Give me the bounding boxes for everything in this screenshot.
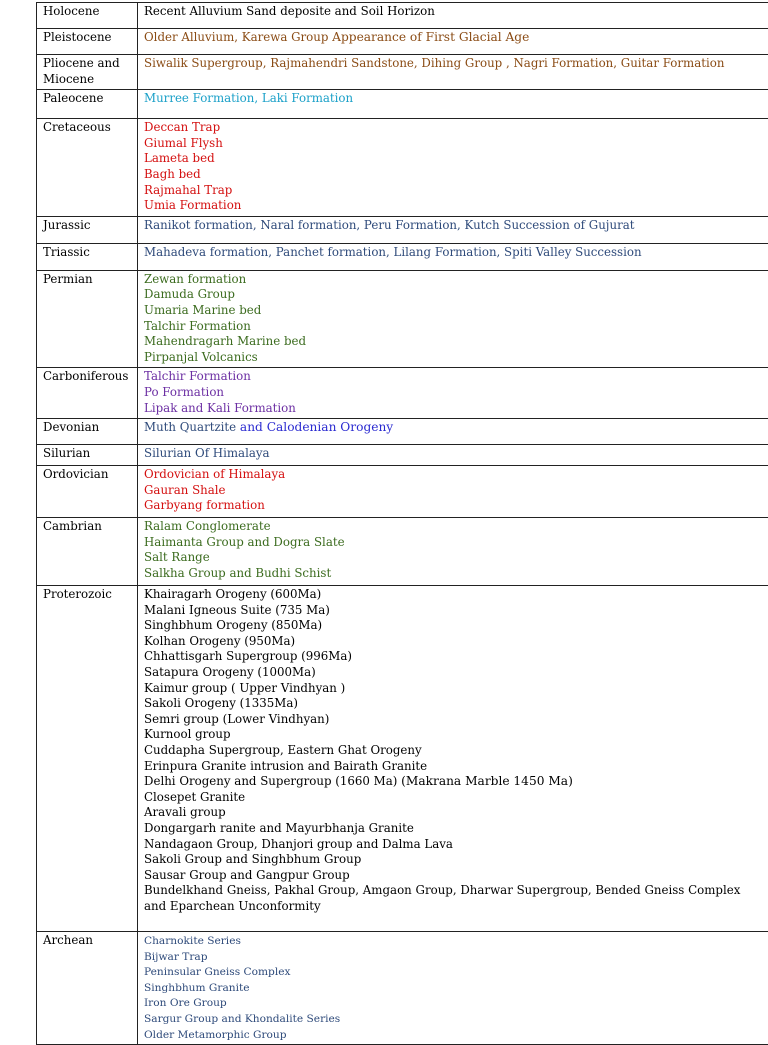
formation-line bbox=[144, 727, 765, 743]
formation-line bbox=[144, 618, 765, 634]
formation-line bbox=[144, 218, 765, 234]
formation-text: Charnokite Series bbox=[144, 935, 241, 947]
formation-line bbox=[144, 446, 765, 462]
formation-cell bbox=[138, 932, 768, 1045]
table-row bbox=[37, 419, 768, 445]
formation-cell bbox=[138, 119, 768, 217]
formation-text: Recent Alluvium Sand deposite and Soil Horizon bbox=[144, 4, 435, 18]
formation-line bbox=[144, 303, 765, 319]
formation-line bbox=[144, 587, 765, 603]
formation-line bbox=[144, 1011, 765, 1027]
formation-text: Garbyang formation bbox=[144, 498, 265, 512]
formation-line bbox=[144, 821, 765, 837]
formation-line bbox=[144, 681, 765, 697]
formation-cell bbox=[138, 586, 768, 932]
table-row bbox=[37, 243, 768, 270]
formation-line bbox=[144, 883, 765, 899]
formation-line bbox=[144, 933, 765, 949]
formation-text: Mahendragarh Marine bed bbox=[144, 334, 306, 348]
table-row bbox=[37, 90, 768, 119]
formation-text: Umia Formation bbox=[144, 198, 241, 212]
formation-line bbox=[144, 665, 765, 681]
formation-line bbox=[144, 995, 765, 1011]
formation-line bbox=[144, 198, 765, 214]
formation-line bbox=[144, 167, 765, 183]
formation-line bbox=[144, 712, 765, 728]
formation-line bbox=[144, 272, 765, 288]
formation-line bbox=[144, 151, 765, 167]
formation-text: Lameta bed bbox=[144, 151, 215, 165]
formation-cell bbox=[138, 216, 768, 243]
era-cell: Triassic bbox=[37, 243, 138, 270]
formation-text: Mahadeva formation, Panchet formation, Lilang Formation, Spiti Valley Succession bbox=[144, 245, 642, 259]
formation-line bbox=[144, 369, 765, 385]
formation-text: Salkha Group and Budhi Schist bbox=[144, 566, 331, 580]
formation-line bbox=[144, 805, 765, 821]
formation-line bbox=[144, 649, 765, 665]
formation-text: Kurnool group bbox=[144, 727, 231, 741]
formation-text: Po Formation bbox=[144, 385, 224, 399]
formation-cell bbox=[138, 518, 768, 586]
formation-text: Sargur Group and Khondalite Series bbox=[144, 1013, 340, 1025]
table-body bbox=[37, 3, 768, 1045]
formation-line bbox=[144, 980, 765, 996]
formation-text: and Eparchean Unconformity bbox=[144, 899, 321, 913]
formation-line bbox=[144, 535, 765, 551]
formation-text: Salt Range bbox=[144, 550, 210, 564]
formation-line bbox=[144, 483, 765, 499]
formation-line bbox=[144, 136, 765, 152]
formation-text: Deccan Trap bbox=[144, 120, 220, 134]
formation-line bbox=[144, 759, 765, 775]
era-cell: Ordovician bbox=[37, 466, 138, 518]
formation-text: Damuda Group bbox=[144, 287, 235, 301]
formation-line bbox=[144, 852, 765, 868]
formation-line bbox=[144, 964, 765, 980]
formation-text: Khairagarh Orogeny (600Ma) bbox=[144, 587, 321, 601]
formation-text: (Makrana Marble 1450 Ma) bbox=[401, 774, 573, 788]
formation-cell bbox=[138, 3, 768, 29]
era-cell: Paleocene bbox=[37, 90, 138, 119]
formation-text: Iron Ore Group bbox=[144, 997, 227, 1009]
formation-text: Haimanta Group and Dogra Slate bbox=[144, 535, 345, 549]
formation-text: Bagh bed bbox=[144, 167, 201, 181]
formation-line bbox=[144, 899, 765, 915]
table-row bbox=[37, 216, 768, 243]
formation-cell bbox=[138, 419, 768, 445]
era-cell: Silurian bbox=[37, 445, 138, 466]
formation-text: Silurian Of Himalaya bbox=[144, 446, 270, 460]
formation-text: Talchir Formation bbox=[144, 319, 251, 333]
table-row bbox=[37, 29, 768, 55]
era-cell: Jurassic bbox=[37, 216, 138, 243]
formation-line bbox=[144, 30, 765, 46]
table-row bbox=[37, 445, 768, 466]
formation-text: Ralam Conglomerate bbox=[144, 519, 271, 533]
formation-line bbox=[144, 774, 765, 790]
formation-text: Dongargarh ranite and Mayurbhanja Granite bbox=[144, 821, 414, 835]
formation-line bbox=[144, 420, 765, 436]
formation-text: Cuddapha Supergroup, Eastern Ghat Orogeny bbox=[144, 743, 422, 757]
era-cell: Pleistocene bbox=[37, 29, 138, 55]
formation-text: Appearance of First Glacial Age bbox=[332, 30, 529, 44]
formation-text: Sakoli Orogeny (1335Ma) bbox=[144, 696, 298, 710]
formation-text: Umaria Marine bed bbox=[144, 303, 261, 317]
formation-text: Singhbhum Orogeny (850Ma) bbox=[144, 618, 322, 632]
formation-text: Lipak and Kali Formation bbox=[144, 401, 296, 415]
formation-line bbox=[144, 334, 765, 350]
formation-text: Delhi Orogeny and Supergroup (1660 Ma) bbox=[144, 774, 401, 788]
formation-text: Sausar Group and Gangpur Group bbox=[144, 868, 350, 882]
era-cell: Cretaceous bbox=[37, 119, 138, 217]
formation-line bbox=[144, 519, 765, 535]
formation-text: Chhattisgarh Supergroup (996Ma) bbox=[144, 649, 352, 663]
formation-line bbox=[144, 467, 765, 483]
formation-cell bbox=[138, 55, 768, 90]
formation-text: Older Alluvium, Karewa Group bbox=[144, 30, 332, 44]
formation-text: Giumal Flysh bbox=[144, 136, 223, 150]
formation-cell bbox=[138, 466, 768, 518]
table-row bbox=[37, 586, 768, 932]
formation-text: Murree Formation, Laki Formation bbox=[144, 91, 353, 105]
formation-line bbox=[144, 287, 765, 303]
formation-line bbox=[144, 56, 765, 72]
formation-text: Ranikot formation, Naral formation, Peru Formation, Kutch Succession of Gujurat bbox=[144, 218, 634, 232]
era-cell: Cambrian bbox=[37, 518, 138, 586]
formation-text: Satapura Orogeny (1000Ma) bbox=[144, 665, 316, 679]
formation-text: Siwalik Supergroup, Rajmahendri Sandstone, Dihing Group , Nagri Formation, Guitar Formation bbox=[144, 56, 724, 70]
formation-cell bbox=[138, 90, 768, 119]
formation-text: Kaimur group ( Upper Vindhyan ) bbox=[144, 681, 345, 695]
formation-text: Bijwar Trap bbox=[144, 951, 208, 963]
formation-line bbox=[144, 837, 765, 853]
formation-text: Rajmahal Trap bbox=[144, 183, 232, 197]
era-cell: Carboniferous bbox=[37, 368, 138, 419]
formation-line bbox=[144, 498, 765, 514]
formation-text: Semri group (Lower Vindhyan) bbox=[144, 712, 329, 726]
formation-line bbox=[144, 634, 765, 650]
formation-line bbox=[144, 790, 765, 806]
formation-text: Nandagaon Group, Dhanjori group and Dalma Lava bbox=[144, 837, 453, 851]
formation-line bbox=[144, 319, 765, 335]
table-row bbox=[37, 270, 768, 368]
formation-text: Muth Quartzite bbox=[144, 420, 240, 434]
era-cell: Proterozoic bbox=[37, 586, 138, 932]
formation-text: Erinpura Granite intrusion and Bairath Granite bbox=[144, 759, 427, 773]
formation-line bbox=[144, 120, 765, 136]
formation-line bbox=[144, 183, 765, 199]
formation-text: Closepet Granite bbox=[144, 790, 245, 804]
formation-line bbox=[144, 550, 765, 566]
formation-line bbox=[144, 245, 765, 261]
formation-text: Older Metamorphic Group bbox=[144, 1029, 287, 1041]
formation-line bbox=[144, 401, 765, 417]
formation-line bbox=[144, 4, 765, 20]
formation-text: Singhbhum Granite bbox=[144, 982, 250, 994]
table-row bbox=[37, 932, 768, 1045]
era-cell: Archean bbox=[37, 932, 138, 1045]
formation-text: and Calodenian Orogeny bbox=[240, 420, 393, 434]
table-row bbox=[37, 368, 768, 419]
formation-text: Ordovician of Himalaya bbox=[144, 467, 285, 481]
formation-text: Pirpanjal Volcanics bbox=[144, 350, 258, 364]
table-row bbox=[37, 55, 768, 90]
formation-line bbox=[144, 385, 765, 401]
formation-cell bbox=[138, 368, 768, 419]
table-row bbox=[37, 3, 768, 29]
formation-line bbox=[144, 696, 765, 712]
formation-text: Peninsular Gneiss Complex bbox=[144, 966, 290, 978]
table-row bbox=[37, 466, 768, 518]
formation-line bbox=[144, 91, 765, 107]
era-cell: Devonian bbox=[37, 419, 138, 445]
formation-text: Bundelkhand Gneiss, Pakhal Group, Amgaon Group, Dharwar Supergroup, Bended Gneiss Complex bbox=[144, 883, 740, 897]
formation-line bbox=[144, 350, 765, 366]
formation-text: Talchir Formation bbox=[144, 369, 251, 383]
formation-text: Malani Igneous Suite (735 Ma) bbox=[144, 603, 330, 617]
era-cell: Pliocene and Miocene bbox=[37, 55, 138, 90]
era-cell: Holocene bbox=[37, 3, 138, 29]
formation-text: Aravali group bbox=[144, 805, 226, 819]
formation-line bbox=[144, 603, 765, 619]
formation-text: Kolhan Orogeny (950Ma) bbox=[144, 634, 295, 648]
formation-cell bbox=[138, 445, 768, 466]
formation-line bbox=[144, 566, 765, 582]
formation-cell bbox=[138, 29, 768, 55]
geologic-time-table bbox=[36, 2, 768, 1045]
formation-text: Gauran Shale bbox=[144, 483, 226, 497]
formation-line bbox=[144, 743, 765, 759]
formation-line bbox=[144, 949, 765, 965]
formation-line bbox=[144, 868, 765, 884]
table-row bbox=[37, 518, 768, 586]
formation-cell bbox=[138, 243, 768, 270]
table-row bbox=[37, 119, 768, 217]
formation-cell bbox=[138, 270, 768, 368]
formation-text: Zewan formation bbox=[144, 272, 246, 286]
era-cell: Permian bbox=[37, 270, 138, 368]
formation-line bbox=[144, 1027, 765, 1043]
formation-text: Sakoli Group and Singhbhum Group bbox=[144, 852, 361, 866]
